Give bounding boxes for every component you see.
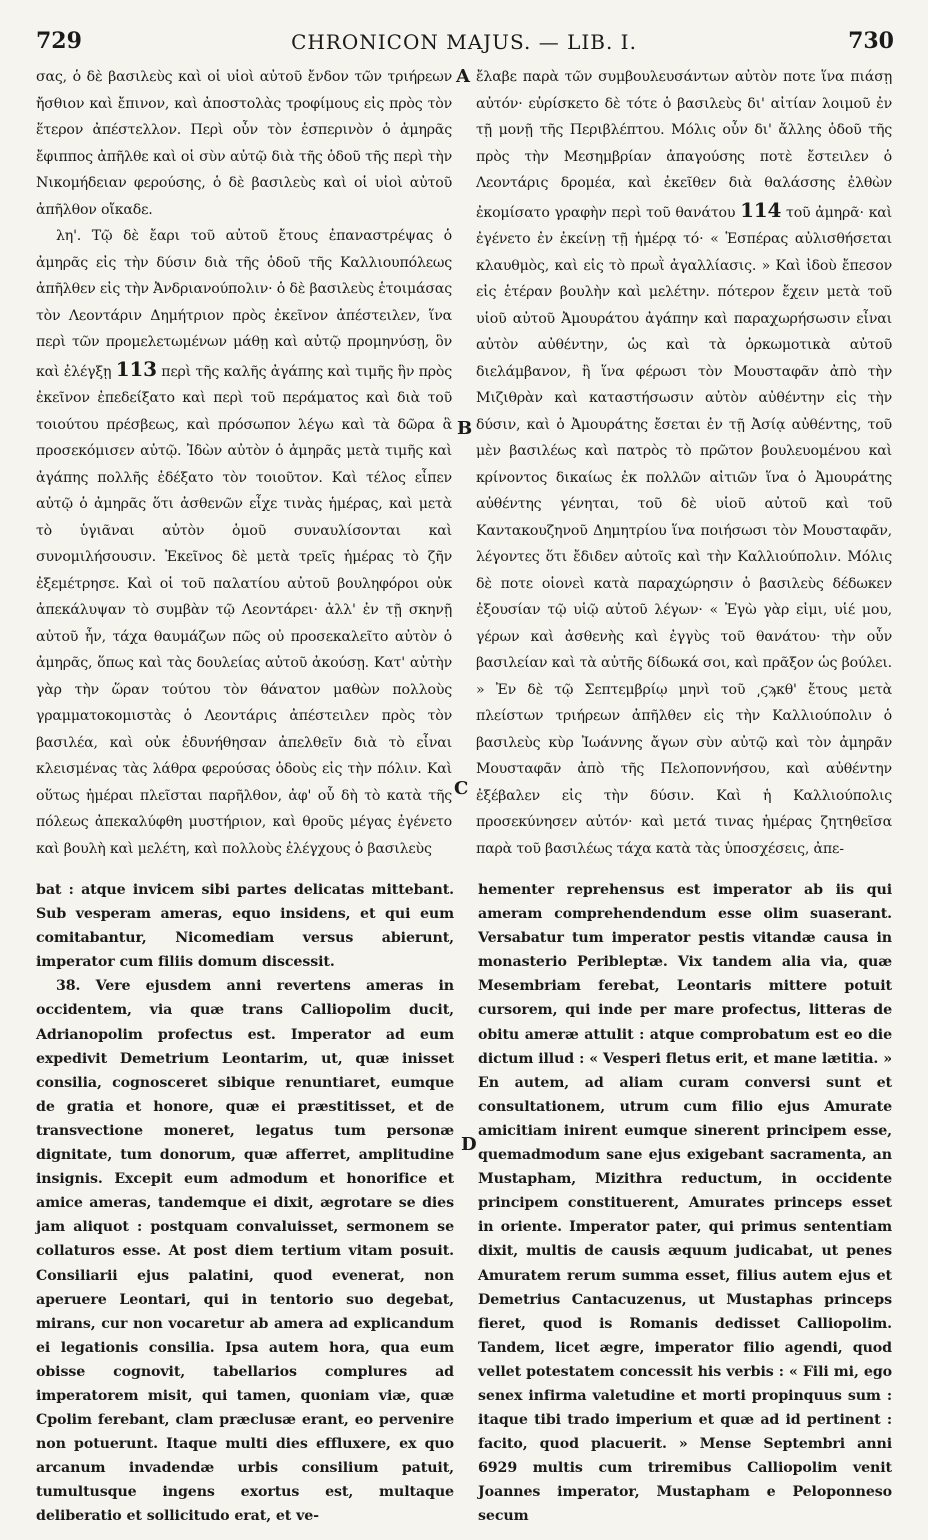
margin-marker-b: B [457, 418, 473, 439]
margin-marker-a: A [456, 66, 470, 87]
greek-left-paragraph-2b: περὶ τῆς καλῆς ἀγάπης καὶ τιμῆς ἣν πρὸς ἐκεῖνον ἐπεδείξατο καὶ περὶ τοῦ περάματος καὶ διὰ τοῦ τοιούτου πρέσβεως, καὶ πρόσωπον λέγω καὶ τὰ δῶρα ἃ προσεκόμισεν αὐτῷ. Ἰδὼν αὐτὸν ὁ ἀμηρᾶς μετὰ τιμῆς καὶ ἀγάπης πολλῆς ἐδέξατο τὸν τοιοῦτον. Καὶ τέλος εἶπεν αὐτῷ ὁ ἀμηρᾶς ὅτι ἀσθενῶν εἶχε τινὰς ἡμέρας, καὶ μετὰ τὸ ὑγιᾶναι αὐτὸν ὁμοῦ συναυλίσονται καὶ συνομιλήσουσιν. Ἐκεῖνος δὲ μετὰ τρεῖς ἡμέρας τὸ ζῆν ἐξεμέτρησε. Καὶ οἱ τοῦ παλατίου αὐτοῦ βουληφόροι οὐκ ἀπεκάλυψαν τὸ συμβὰν τῷ Λεοντάρει· ἀλλ' ἐν τῇ σκηνῇ αὐτοῦ ἦν, τάχα θαυμάζων πῶς οὐ προσεκαλεῖτο αὐτὸν ὁ ἀμηρᾶς, ὅπως καὶ τὰς δουλείας αὐτοῦ ἀκούσῃ. Κατ' αὐτὴν γὰρ τὴν ὥραν τούτου τὸν θάνατον μαθὼν πολλοὺς γραμματοκομιστὰς ὁ Λεοντάρις ἀπέστειλεν πρὸς τὸν βασιλέα, καὶ οὐκ ἐδυνήθησαν ἀπελθεῖν διὰ τὸ εἶναι κλεισμένας τὰς λάθρα φερούσας ὁδοὺς εἰς τὴν πόλιν. Καὶ οὕτως ἡμέραι πλεῖσται παρῆλθον, ἀφ' οὗ δὴ τὸ κατὰ τῆς πόλεως ἀπεκαλύφθη μυστήριον, καὶ θροῦς μέγας ἐγένετο καὶ βουλὴ καὶ μελέτη, καὶ πολλοὺς ἐλέγχους ὁ βασιλεὺς [36, 363, 452, 857]
margin-marker-c: C [454, 778, 469, 799]
latin-left-paragraph-2: 38. Vere ejusdem anni revertens ameras in occidentem, via quæ trans Calliopolim ducit, Adrianopolim profectus est. Imperator ad eum expedivit Demetrium Leontarim, ut, quæ inisset consilia, cognosceret sibique renuntiaret, eumque de gratia et honore, quæ ei præstitisset, et de transvectione moneret, legatus tum personæ dignitate, tum donorum, quæ afferret, amplitudine insignis. Excepit eum admodum et honorifice et amice ameras, tandemque ei dixit, ægrotare se dies jam aliquot : postquam convaluisset, sermonem se collaturos esse. At post diem tertium vitam posuit. Consiliarii ejus palatini, quod evenerat, non aperuere Leontari, qui in tentorio suo degebat, mirans, cur non vocaretur ab amera ad explicandum ei legationis consilia. Ipsa autem hora, qua eum obisse cognovit, tabellarios complures ad imperatorem misit, qui tamen, quoniam viæ, quæ Cpolim ferebant, clam præclusæ erant, eo pervenire non potuerunt. Itaque multi dies effluxere, ex quo arcanum invadendæ urbis consilium patuit, tumultusque ingens exortus est, multaque deliberatio et sollicitudo erat, et ve- [36, 978, 454, 1525]
greek-right-paragraph-1a: ἔλαβε παρὰ τῶν συμβουλευσάντων αὐτὸν ποτε ἵνα πιάσῃ αὐτόν· εὑρίσκετο δὲ τότε ὁ βασιλεὺς δι' αἰτίαν λοιμοῦ ἐν τῇ μονῇ τῆς Περιβλέπτου. Μόλις οὖν δι' ἄλλης ὁδοῦ τῆς πρὸς τὴν Μεσημβρίαν ἀπαγούσης ποτὲ ἔστειλεν ὁ Λεοντάρις δρομέα, καὶ ἐκεῖθεν διὰ θαλάσσης ἐλθὼν ἐκομίσατο γραφὴν περὶ τοῦ θανάτου [476, 69, 892, 221]
latin-right-paragraph-1: hementer reprehensus est imperator ab iis qui ameram comprehendendum esse olim suaserant. Versabatur tum imperator pestis vitandæ causa in monasterio Peribleptæ. Vix tandem alia via, quæ Mesembriam ferebat, Leontaris mittere potuit cursorem, qui inde per mare profectus, litteras de obitu ameræ attulit : atque comprobatum est eo die dictum illud : « Vesperi fletus erit, et mane lætitia. » En autem, ad aliam curam conversi sunt et consultationem, utrum cum filio ejus Amurate amicitiam inirent eumque sinerent principem esse, quemadmodum sane ejus exigebant sacramenta, an Mustapham, Mizithra reductum, in occidente principem constituerent, Amurates princeps esset in oriente. Imperator pater, qui primus sententiam dixit, multis de causis æquum judicabat, ut penes Amuratem rerum summa esset, filius autem ejus et Demetrius Cantacuzenus, ut Mustaphas princeps fieret, quod is Romanis dedisset Calliopolim. Tandem, licet ægre, imperator filio agendi, quod vellet potestatem concessit his verbis : « Fili mi, ego senex infirma valetudine et morti propinquus sum : itaque tibi trado imperium et quæ ad id pertinent : facito, quod placuerit. » Mense Septembri anni 6929 multis cum triremibus Calliopolim venit Joannes imperator, Mustapham e Peloponneso secum [478, 882, 892, 1525]
greek-right-paragraph-1b: τοῦ ἀμηρᾶ· καὶ ἐγένετο ἐν ἐκείνῃ τῇ ἡμέρᾳ τό· « Ἑσπέρας αὐλισθήσεται κλαυθμὸς, καὶ εἰς τὸ πρωῒ ἀγαλλίασις. » Καὶ ἰδοὺ ἔπεσον εἰς ἑτέραν βουλὴν καὶ μελέτην. πότερον ἔχειν μετὰ τοῦ υἱοῦ αὐτοῦ Ἀμουράτου ἀγάπην καὶ παραχωρήσωσιν εἶναι αὐτὸν αὐθέντην, ὡς καὶ τὰ ὁρκωμοτικὰ αὐτοῦ διελάμβανον, ἢ ἵνα φέρωσι τὸν Μουσταφᾶν ἀπὸ τὴν Μιζιθρὰν καὶ καταστήσωσιν αὐτὸν αὐθέντην εἰς τὴν δύσιν, καὶ ὁ Ἀμουράτης ἔσεται ἐν τῇ Ἀσίᾳ αὐθέντης, τοῦ μὲν βασιλέως καὶ πατρὸς τὸ πρῶτον βουλευομένου καὶ κρίνοντος δικαίως ἐκ πολλῶν αἰτιῶν ἵνα ὁ Ἀμουράτης αὐθέντης γένηται, τοῦ δὲ υἱοῦ αὐτοῦ καὶ τοῦ Καντακουζηνοῦ Δημητρίου ἵνα ποιήσωσι τὸν Μουσταφᾶν, λέγοντες ὅτι ἔδιδεν αὐτοῖς καὶ τὴν Καλλιούπολιν. Μόλις δὲ ποτε οἱονεὶ κατὰ παραχώρησιν ὁ βασιλεὺς δέδωκεν ἐξουσίαν τῷ υἱῷ αὐτοῦ λέγων· « Ἐγὼ γὰρ εἰμι, υἱέ μου, γέρων καὶ ἀσθενὴς καὶ ἐγγὺς τοῦ θανάτου· τὴν οὖν βασιλείαν καὶ τὰ αὐτῆς δίδωκά σοι, καὶ πρᾶξον ὡς βούλει. » Ἐν δὲ τῷ Σεπτεμβρίῳ μηνὶ τοῦ ͵ϛϡκθ' ἔτους μετὰ πλείστων τριήρεων ἀπῆλθεν εἰς τὴν Καλλιούπολιν ὁ βασιλεὺς κὺρ Ἰωάννης ἄγων σὺν αὐτῷ καὶ τὸν ἀμηρᾶν Μουσταφᾶν ἀπὸ τῆς Πελοποννήσου, καὶ αὐθέντην ἐξέβαλεν εἰς τὴν δύσιν. Καὶ ἡ Καλλιούπολις προσεκύνησεν αὐτόν· καὶ μετά τινας ἡμέρας ζητηθεῖσα παρὰ τοῦ βασιλέως τάχα κατὰ τὰς ὑποσχέσεις, ἀπε- [476, 204, 893, 857]
greek-left-column [36, 64, 452, 862]
page-header [0, 28, 928, 58]
greek-left-paragraph-2 [36, 223, 452, 862]
greek-page-number-113: 113 [115, 356, 157, 381]
greek-left-paragraph-2a: λη'. Τῷ δὲ ἔαρι τοῦ αὐτοῦ ἔτους ἐπαναστρέψας ὁ ἀμηρᾶς εἰς τὴν δύσιν διὰ τῆς ὁδοῦ τῆς Καλλιουπόλεως ἀπῆλθεν εἰς τὴν Ἀνδριανούπολιν· ὁ δὲ βασιλεὺς ἑτοιμάσας τὸν Λεοντάριν Δημήτριον πρὸς ἐκεῖνον ἀπέστειλεν, ἵνα περὶ τῶν προμελετωμένων μάθῃ καὶ αὐτῷ προμηνύσῃ, ὃν καὶ ἐλέγξῃ [36, 228, 452, 380]
greek-right-paragraph-1 [476, 64, 892, 862]
page-number-right: 730 [848, 28, 894, 54]
running-title: CHRONICON MAJUS. — LIB. I. [291, 30, 637, 54]
margin-marker-d: D [461, 1134, 477, 1155]
latin-right-column [478, 878, 892, 1529]
latin-left-column [36, 878, 454, 1529]
page-number-left: 729 [36, 28, 82, 54]
greek-page-number-114: 114 [740, 197, 782, 222]
latin-left-paragraph-1: bat : atque invicem sibi partes delicatas mittebant. Sub vesperam ameras, equo insidens, et qui eum comitabantur, Nicomediam versus abierunt, imperator cum filiis domum discessit. [36, 882, 454, 971]
greek-right-column [476, 64, 892, 862]
greek-left-paragraph-1: σας, ὁ δὲ βασιλεὺς καὶ οἱ υἱοὶ αὐτοῦ ἔνδον τῶν τριήρεων ἤσθιον καὶ ἔπινον, καὶ ἀποστολὰς τροφίμους εἰς πρὸς τὸν ἕτερον ἀπέστελλον. Περὶ οὖν τὸν ἑσπερινὸν ὁ ἀμηρᾶς ἔφιππος ἀπῆλθε καὶ οἱ σὺν αὐτῷ διὰ τῆς ὁδοῦ τῆς περὶ τὴν Νικομήδειαν φερούσης, ὁ δὲ βασιλεὺς καὶ οἱ υἱοὶ αὐτοῦ ἀπῆλθον οἴκαδε. [36, 69, 452, 218]
